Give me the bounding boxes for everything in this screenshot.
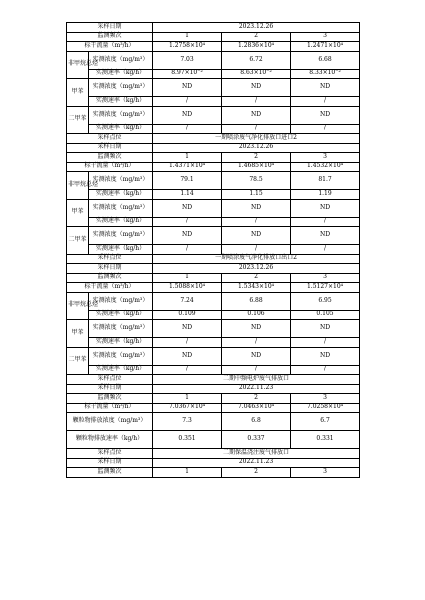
table-row [67, 310, 360, 320]
pollutant-label: 非甲烷总烃 [67, 292, 89, 320]
std-flow-value: 1.2758×10⁴ [153, 42, 222, 52]
cell-value: ND [222, 320, 291, 338]
conc-label: 实测浓度（mg/m³） [89, 79, 153, 97]
frequency-value: 1 [153, 153, 222, 163]
rate-label: 实测速率（kg/h） [89, 97, 153, 107]
table-row [67, 69, 360, 79]
rate-label: 实测速率（kg/h） [89, 338, 153, 348]
table-row [67, 292, 360, 310]
pollutant-label: 二甲苯 [67, 347, 89, 375]
cell-value: 6.95 [291, 292, 360, 310]
std-flow-value: 1.5343×10⁴ [222, 283, 291, 293]
table-row [67, 32, 360, 42]
table-row [67, 42, 360, 52]
rate-label: 实测速率（kg/h） [89, 217, 153, 227]
frequency-value: 2 [222, 468, 291, 478]
conc-label: 实测浓度（mg/m³） [89, 292, 153, 310]
std-flow-value: 1.2471×10⁴ [291, 42, 360, 52]
sampling-point-value: 二期保温浇注废气排放口 [153, 449, 360, 459]
cell-value: 0.106 [222, 310, 291, 320]
rate-label: 实测速率（kg/h） [89, 124, 153, 134]
cell-value: / [222, 124, 291, 134]
sampling-date-value: 2023.12.26 [153, 143, 360, 153]
table-row [67, 413, 360, 431]
sampling-date-value: 2023.12.26 [153, 23, 360, 33]
cell-value: 6.68 [291, 51, 360, 69]
cell-value: ND [222, 106, 291, 124]
conc-label: 实测浓度（mg/m³） [89, 172, 153, 190]
cell-value: 78.5 [222, 172, 291, 190]
cell-value: 6.88 [222, 292, 291, 310]
frequency-value: 3 [291, 273, 360, 283]
cell-value: 79.1 [153, 172, 222, 190]
cell-value: / [222, 245, 291, 255]
sampling-point-label: 采样点位 [67, 449, 153, 459]
cell-value: 8.97×10⁻² [153, 69, 222, 79]
cell-value: ND [291, 347, 360, 365]
cell-value: 8.63×10⁻² [222, 69, 291, 79]
table-row [67, 217, 360, 227]
table-row [67, 384, 360, 394]
sampling-date-value: 2022.11.23 [153, 458, 360, 468]
table-row [67, 431, 360, 449]
std-flow-value: 1.4532×10⁴ [291, 162, 360, 172]
cell-value: / [153, 365, 222, 375]
cell-value: ND [291, 79, 360, 97]
rate-label: 实测速率（kg/h） [89, 365, 153, 375]
cell-value: / [153, 245, 222, 255]
cell-value: / [153, 124, 222, 134]
cell-value: ND [153, 79, 222, 97]
sampling-point-label: 采样点位 [67, 134, 153, 144]
cell-value: ND [291, 320, 360, 338]
frequency-label: 监测频次 [67, 32, 153, 42]
rate-label: 实测速率（kg/h） [89, 190, 153, 200]
conc-label: 实测浓度（mg/m³） [89, 227, 153, 245]
pollutant-label: 甲苯 [67, 79, 89, 107]
cell-value: 0.351 [153, 431, 222, 449]
cell-value: / [291, 338, 360, 348]
table-row [67, 199, 360, 217]
table-row [67, 449, 360, 459]
cell-value: 6.72 [222, 51, 291, 69]
frequency-label: 监测频次 [67, 394, 153, 404]
monitoring-data-table [66, 22, 360, 478]
table-row [67, 403, 360, 413]
conc-label: 实测浓度（mg/m³） [89, 347, 153, 365]
sampling-point-label: 采样点位 [67, 254, 153, 264]
table-row [67, 338, 360, 348]
pollutant-label: 二甲苯 [67, 106, 89, 134]
frequency-value: 2 [222, 273, 291, 283]
table-row [67, 245, 360, 255]
std-flow-value: 1.5127×10⁴ [291, 283, 360, 293]
cell-value: / [291, 365, 360, 375]
cell-value: / [222, 217, 291, 227]
std-flow-value: 1.4685×10⁴ [222, 162, 291, 172]
frequency-value: 1 [153, 32, 222, 42]
table-row [67, 375, 360, 385]
std-flow-label: 标干流量（m³/h） [67, 403, 153, 413]
table-row [67, 264, 360, 274]
table-row [67, 273, 360, 283]
pollutant-label: 甲苯 [67, 199, 89, 227]
cell-value: 0.331 [291, 431, 360, 449]
cell-value: 7.24 [153, 292, 222, 310]
table-row [67, 51, 360, 69]
sampling-point-value: 一期喷涂废气净化排放口出口2 [153, 254, 360, 264]
conc-label: 实测浓度（mg/m³） [89, 320, 153, 338]
cell-value: 8.33×10⁻² [291, 69, 360, 79]
cell-value: ND [291, 227, 360, 245]
cell-value: ND [222, 79, 291, 97]
table-row [67, 254, 360, 264]
rate-label: 实测速率（kg/h） [89, 69, 153, 79]
frequency-value: 2 [222, 394, 291, 404]
sampling-date-label: 采样日期 [67, 384, 153, 394]
table-row [67, 190, 360, 200]
cell-value: ND [291, 199, 360, 217]
pollutant-label: 非甲烷总烃 [67, 51, 89, 79]
pollutant-label: 二甲苯 [67, 227, 89, 255]
table-row [67, 320, 360, 338]
sampling-date-label: 采样日期 [67, 458, 153, 468]
cell-value: 81.7 [291, 172, 360, 190]
conc-label: 实测浓度（mg/m³） [89, 199, 153, 217]
std-flow-label: 标干流量（m³/h） [67, 42, 153, 52]
cell-value: ND [222, 227, 291, 245]
cell-value: / [291, 97, 360, 107]
cell-value: 1.15 [222, 190, 291, 200]
table-row [67, 227, 360, 245]
std-flow-label: 标干流量（m³/h） [67, 283, 153, 293]
table-row [67, 23, 360, 33]
table-row [67, 97, 360, 107]
sampling-point-label: 采样点位 [67, 375, 153, 385]
conc-label: 实测浓度（mg/m³） [89, 51, 153, 69]
std-flow-value: 1.4371×10⁴ [153, 162, 222, 172]
conc-label: 实测浓度（mg/m³） [89, 106, 153, 124]
cell-value: 0.109 [153, 310, 222, 320]
frequency-label: 监测频次 [67, 273, 153, 283]
cell-value: / [153, 97, 222, 107]
cell-value: / [222, 338, 291, 348]
table-row [67, 134, 360, 144]
table-row [67, 458, 360, 468]
sampling-date-label: 采样日期 [67, 23, 153, 33]
frequency-value: 2 [222, 32, 291, 42]
table-row [67, 124, 360, 134]
table-row [67, 106, 360, 124]
sampling-date-label: 采样日期 [67, 143, 153, 153]
table-row [67, 347, 360, 365]
cell-value: / [222, 97, 291, 107]
std-flow-value: 1.5088×10⁴ [153, 283, 222, 293]
sampling-date-value: 2023.12.26 [153, 264, 360, 274]
frequency-value: 1 [153, 394, 222, 404]
frequency-label: 监测频次 [67, 468, 153, 478]
pm-conc-label: 颗粒物排放浓度（mg/m³） [67, 413, 153, 431]
cell-value: 1.19 [291, 190, 360, 200]
table-row [67, 283, 360, 293]
cell-value: 1.14 [153, 190, 222, 200]
cell-value: / [153, 338, 222, 348]
cell-value: 6.8 [222, 413, 291, 431]
sampling-point-value: 二期中频电炉废气排放口 [153, 375, 360, 385]
table-row [67, 394, 360, 404]
rate-label: 实测速率（kg/h） [89, 245, 153, 255]
std-flow-value: 7.0367×10⁴ [153, 403, 222, 413]
sampling-date-value: 2022.11.23 [153, 384, 360, 394]
sampling-point-value: 一期喷涂废气净化排放口进口2 [153, 134, 360, 144]
cell-value: ND [153, 347, 222, 365]
std-flow-value: 1.2836×10⁴ [222, 42, 291, 52]
rate-label: 实测速率（kg/h） [89, 310, 153, 320]
frequency-value: 3 [291, 468, 360, 478]
cell-value: ND [153, 227, 222, 245]
pm-rate-label: 颗粒物排放速率（kg/h） [67, 431, 153, 449]
frequency-value: 1 [153, 468, 222, 478]
cell-value: / [291, 124, 360, 134]
cell-value: ND [153, 106, 222, 124]
table-row [67, 365, 360, 375]
cell-value: 0.105 [291, 310, 360, 320]
cell-value: ND [153, 320, 222, 338]
cell-value: / [291, 245, 360, 255]
sampling-date-label: 采样日期 [67, 264, 153, 274]
table-row [67, 153, 360, 163]
cell-value: / [153, 217, 222, 227]
cell-value: ND [153, 199, 222, 217]
std-flow-value: 7.0463×10⁴ [222, 403, 291, 413]
std-flow-value: 7.0258×10⁴ [291, 403, 360, 413]
table-row [67, 172, 360, 190]
frequency-label: 监测频次 [67, 153, 153, 163]
cell-value: ND [291, 106, 360, 124]
cell-value: 7.3 [153, 413, 222, 431]
table-row [67, 143, 360, 153]
cell-value: / [291, 217, 360, 227]
pollutant-label: 甲苯 [67, 320, 89, 348]
cell-value: / [222, 365, 291, 375]
frequency-value: 3 [291, 32, 360, 42]
pollutant-label: 非甲烷总烃 [67, 172, 89, 200]
cell-value: 7.03 [153, 51, 222, 69]
table-row [67, 79, 360, 97]
cell-value: ND [222, 347, 291, 365]
cell-value: 0.337 [222, 431, 291, 449]
cell-value: 6.7 [291, 413, 360, 431]
std-flow-label: 标干流量（m³/h） [67, 162, 153, 172]
cell-value: ND [222, 199, 291, 217]
table-row [67, 162, 360, 172]
frequency-value: 3 [291, 394, 360, 404]
frequency-value: 3 [291, 153, 360, 163]
frequency-value: 1 [153, 273, 222, 283]
frequency-value: 2 [222, 153, 291, 163]
table-row [67, 468, 360, 478]
